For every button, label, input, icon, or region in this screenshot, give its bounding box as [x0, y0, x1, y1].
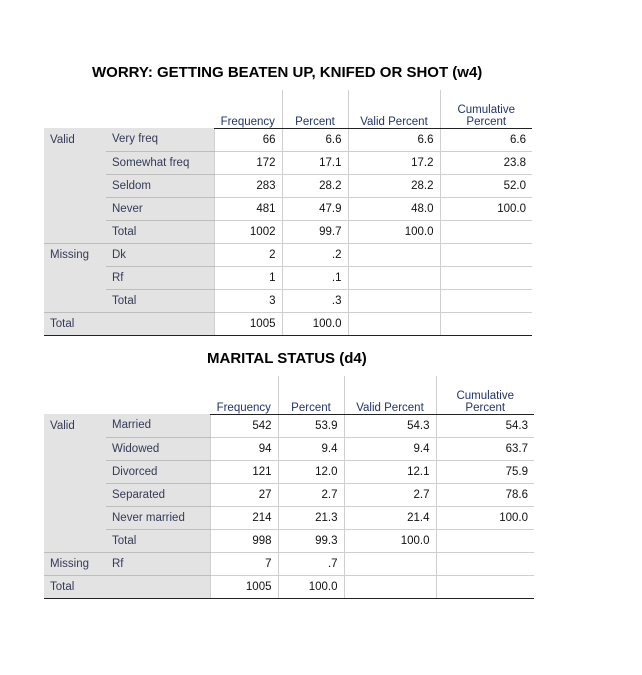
cell-valid-percent — [344, 575, 436, 598]
cell-frequency: 1002 — [214, 220, 282, 243]
table-row — [44, 414, 534, 437]
row-group-label: Valid — [44, 128, 106, 151]
table-row — [44, 529, 534, 552]
cell-frequency: 7 — [210, 552, 278, 575]
cell-cumulative-percent — [440, 243, 532, 266]
row-category-label — [106, 575, 210, 598]
cell-cumulative-percent — [440, 266, 532, 289]
cell-valid-percent — [348, 289, 440, 312]
table-row — [44, 289, 532, 312]
cell-cumulative-percent: 23.8 — [440, 151, 532, 174]
cell-valid-percent: 12.1 — [344, 460, 436, 483]
header-cumulative-percent — [436, 376, 534, 414]
row-category-label: Never married — [106, 506, 210, 529]
cell-valid-percent — [344, 552, 436, 575]
table-row — [44, 460, 534, 483]
row-category-label: Divorced — [106, 460, 210, 483]
row-category-label: Total — [106, 529, 210, 552]
table-row — [44, 197, 532, 220]
header-cumulative-percent — [440, 90, 532, 128]
cell-percent: 47.9 — [282, 197, 348, 220]
header-blank — [106, 90, 214, 128]
row-group-label — [44, 151, 106, 174]
header-valid-percent: Valid Percent — [344, 376, 436, 414]
row-category-label: Rf — [106, 552, 210, 575]
table-row — [44, 174, 532, 197]
cell-percent: .2 — [282, 243, 348, 266]
row-group-label: Total — [44, 312, 106, 335]
cell-frequency: 121 — [210, 460, 278, 483]
cell-frequency: 214 — [210, 506, 278, 529]
row-category-label: Seldom — [106, 174, 214, 197]
row-category-label: Married — [106, 414, 210, 437]
row-group-label — [44, 506, 106, 529]
cell-valid-percent: 2.7 — [344, 483, 436, 506]
cell-cumulative-percent — [440, 220, 532, 243]
cell-cumulative-percent — [436, 529, 534, 552]
frequency-table-worry — [44, 90, 532, 336]
header-blank — [106, 376, 210, 414]
cell-frequency: 172 — [214, 151, 282, 174]
row-category-label: Total — [106, 220, 214, 243]
cell-percent: .7 — [278, 552, 344, 575]
cell-valid-percent: 54.3 — [344, 414, 436, 437]
table-row — [44, 437, 534, 460]
cell-percent: 21.3 — [278, 506, 344, 529]
table-row — [44, 266, 532, 289]
row-group-label: Missing — [44, 552, 106, 575]
cell-cumulative-percent: 100.0 — [440, 197, 532, 220]
header-cumulative-line2: Percent — [465, 401, 506, 414]
table-row — [44, 312, 532, 335]
table-row — [44, 128, 532, 151]
row-category-label: Dk — [106, 243, 214, 266]
cell-valid-percent: 21.4 — [344, 506, 436, 529]
header-cumulative-line1: Cumulative — [457, 103, 516, 116]
cell-frequency: 94 — [210, 437, 278, 460]
cell-cumulative-percent — [436, 575, 534, 598]
row-group-label — [44, 266, 106, 289]
table-row — [44, 220, 532, 243]
row-group-label — [44, 289, 106, 312]
cell-percent: 2.7 — [278, 483, 344, 506]
row-category-label — [106, 312, 214, 335]
cell-cumulative-percent — [436, 552, 534, 575]
cell-valid-percent: 28.2 — [348, 174, 440, 197]
table-row — [44, 506, 534, 529]
cell-percent: 12.0 — [278, 460, 344, 483]
cell-cumulative-percent: 54.3 — [436, 414, 534, 437]
cell-valid-percent — [348, 243, 440, 266]
cell-valid-percent: 6.6 — [348, 128, 440, 151]
header-frequency: Frequency — [214, 90, 282, 128]
cell-percent: 6.6 — [282, 128, 348, 151]
cell-percent: .1 — [282, 266, 348, 289]
row-group-label — [44, 437, 106, 460]
header-blank — [44, 376, 106, 414]
cell-cumulative-percent — [440, 312, 532, 335]
row-category-label: Never — [106, 197, 214, 220]
cell-percent: 100.0 — [278, 575, 344, 598]
cell-cumulative-percent: 63.7 — [436, 437, 534, 460]
cell-frequency: 481 — [214, 197, 282, 220]
cell-valid-percent — [348, 266, 440, 289]
row-category-label: Widowed — [106, 437, 210, 460]
cell-valid-percent — [348, 312, 440, 335]
row-group-label — [44, 197, 106, 220]
cell-percent: 9.4 — [278, 437, 344, 460]
table1-title: WORRY: GETTING BEATEN UP, KNIFED OR SHOT (w4) — [92, 64, 483, 81]
cell-frequency: 27 — [210, 483, 278, 506]
cell-valid-percent: 100.0 — [344, 529, 436, 552]
row-category-label: Rf — [106, 266, 214, 289]
header-blank — [44, 90, 106, 128]
row-category-label: Separated — [106, 483, 210, 506]
row-group-label — [44, 220, 106, 243]
header-cumulative-line1: Cumulative — [456, 389, 515, 402]
row-category-label: Somewhat freq — [106, 151, 214, 174]
cell-frequency: 283 — [214, 174, 282, 197]
table-row — [44, 243, 532, 266]
cell-cumulative-percent — [440, 289, 532, 312]
cell-frequency: 998 — [210, 529, 278, 552]
cell-valid-percent: 17.2 — [348, 151, 440, 174]
cell-percent: 28.2 — [282, 174, 348, 197]
row-group-label — [44, 483, 106, 506]
header-cumulative-line2: Percent — [466, 115, 507, 128]
cell-frequency: 1005 — [214, 312, 282, 335]
row-group-label: Total — [44, 575, 106, 598]
cell-valid-percent: 48.0 — [348, 197, 440, 220]
cell-valid-percent: 9.4 — [344, 437, 436, 460]
cell-frequency: 542 — [210, 414, 278, 437]
cell-frequency: 3 — [214, 289, 282, 312]
row-group-label — [44, 460, 106, 483]
row-group-label: Missing — [44, 243, 106, 266]
cell-frequency: 1005 — [210, 575, 278, 598]
cell-percent: 17.1 — [282, 151, 348, 174]
cell-cumulative-percent: 100.0 — [436, 506, 534, 529]
cell-percent: .3 — [282, 289, 348, 312]
row-category-label: Total — [106, 289, 214, 312]
row-group-label — [44, 529, 106, 552]
cell-frequency: 1 — [214, 266, 282, 289]
cell-percent: 99.3 — [278, 529, 344, 552]
table2-title: MARITAL STATUS (d4) — [207, 350, 367, 367]
header-valid-percent: Valid Percent — [348, 90, 440, 128]
cell-cumulative-percent: 6.6 — [440, 128, 532, 151]
row-category-label: Very freq — [106, 128, 214, 151]
cell-cumulative-percent: 52.0 — [440, 174, 532, 197]
frequency-table-marital-status — [44, 376, 534, 599]
table-row — [44, 151, 532, 174]
header-percent: Percent — [282, 90, 348, 128]
row-group-label: Valid — [44, 414, 106, 437]
table-row — [44, 575, 534, 598]
cell-cumulative-percent: 78.6 — [436, 483, 534, 506]
header-percent: Percent — [278, 376, 344, 414]
cell-percent: 99.7 — [282, 220, 348, 243]
cell-valid-percent: 100.0 — [348, 220, 440, 243]
header-frequency: Frequency — [210, 376, 278, 414]
cell-percent: 100.0 — [282, 312, 348, 335]
cell-cumulative-percent: 75.9 — [436, 460, 534, 483]
row-group-label — [44, 174, 106, 197]
table-row — [44, 483, 534, 506]
table-row — [44, 552, 534, 575]
cell-frequency: 2 — [214, 243, 282, 266]
cell-percent: 53.9 — [278, 414, 344, 437]
cell-frequency: 66 — [214, 128, 282, 151]
